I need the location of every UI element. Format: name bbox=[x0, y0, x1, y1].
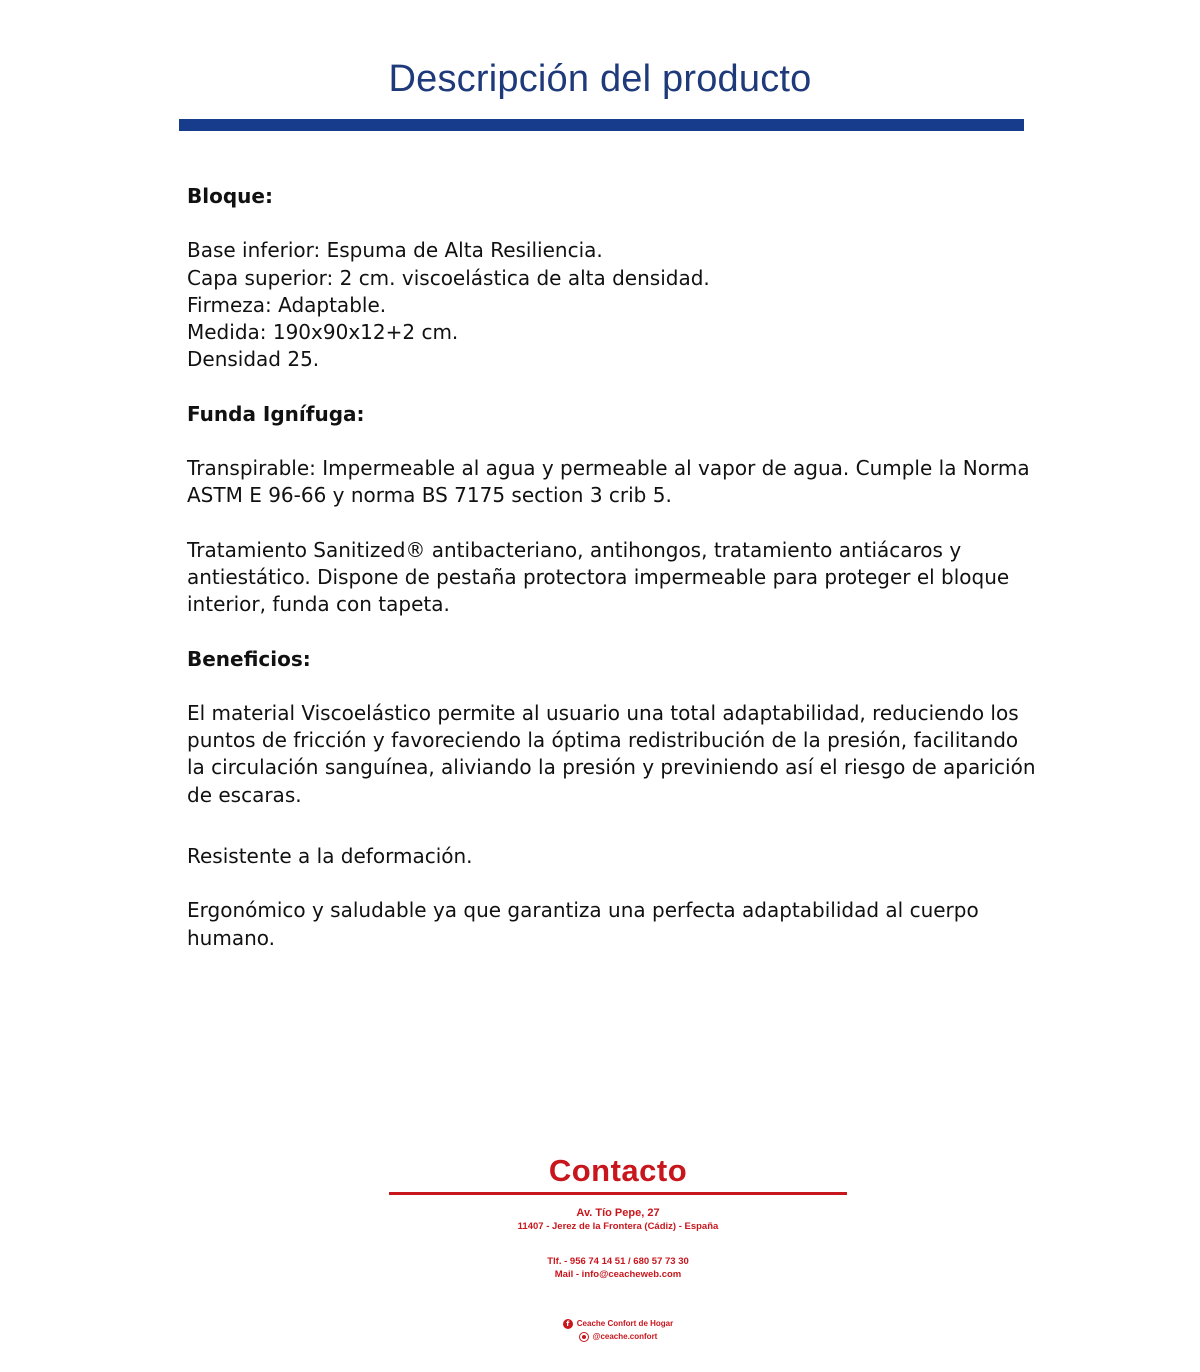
bloque-line: Capa superior: 2 cm. viscoelástica de alta densidad. bbox=[187, 265, 710, 290]
contact-mail[interactable]: Mail - info@ceacheweb.com bbox=[554, 1269, 682, 1280]
bloque-line: Firmeza: Adaptable. bbox=[187, 292, 387, 317]
instagram-link[interactable] bbox=[563, 1330, 673, 1343]
facebook-label: Ceache Confort de Hogar bbox=[576, 1319, 674, 1328]
facebook-icon: f bbox=[563, 1319, 573, 1329]
contact-address-city: 11407 - Jerez de la Frontera (Cádiz) - España bbox=[517, 1221, 719, 1232]
beneficios-paragraph: Resistente a la deformación. bbox=[187, 844, 473, 869]
title-divider bbox=[179, 119, 1024, 131]
section-heading-beneficios: Beneficios: bbox=[187, 646, 311, 671]
beneficios-paragraph: Ergonómico y saludable ya que garantiza una perfecta adaptabilidad al cuerpo humano. bbox=[187, 898, 979, 950]
instagram-icon bbox=[579, 1332, 589, 1342]
contact-address-street: Av. Tío Pepe, 27 bbox=[576, 1207, 660, 1219]
contact-block bbox=[389, 1152, 847, 1347]
contact-phone: Tlf. - 956 74 14 51 / 680 57 73 30 bbox=[547, 1256, 689, 1267]
instagram-label: @ceache.confort bbox=[592, 1332, 658, 1341]
social-links bbox=[389, 1317, 847, 1347]
section-heading-funda: Funda Ignífuga: bbox=[187, 401, 365, 426]
beneficios-paragraph: El material Viscoelástico permite al usuario una total adaptabilidad, reduciendo los puntos de fricción y favoreciendo la óptima redistribución de la presión, facilitando la circulación sanguínea, aliviando la presión y previniendo así el riesgo de aparición de escaras. bbox=[187, 700, 1036, 807]
section-heading-bloque: Bloque: bbox=[187, 184, 273, 208]
product-description bbox=[187, 183, 1037, 952]
funda-paragraph: Tratamiento Sanitized® antibacteriano, antihongos, tratamiento antiácaros y antiestático. Dispone de pestaña protectora impermeable para proteger el bloque interior, funda con tapeta. bbox=[187, 537, 1010, 617]
page-title: Descripción del producto bbox=[388, 58, 812, 100]
contact-title: Contacto bbox=[548, 1153, 688, 1188]
bloque-line: Medida: 190x90x12+2 cm. bbox=[187, 320, 459, 345]
bloque-line: Base inferior: Espuma de Alta Resiliencia. bbox=[187, 238, 603, 263]
bloque-line: Densidad 25. bbox=[187, 347, 320, 372]
contact-divider bbox=[389, 1192, 847, 1195]
funda-paragraph: Transpirable: Impermeable al agua y permeable al vapor de agua. Cumple la Norma ASTM E 96-66 y norma BS 7175 section 3 crib 5. bbox=[187, 456, 1030, 508]
facebook-link[interactable] bbox=[563, 1317, 673, 1330]
